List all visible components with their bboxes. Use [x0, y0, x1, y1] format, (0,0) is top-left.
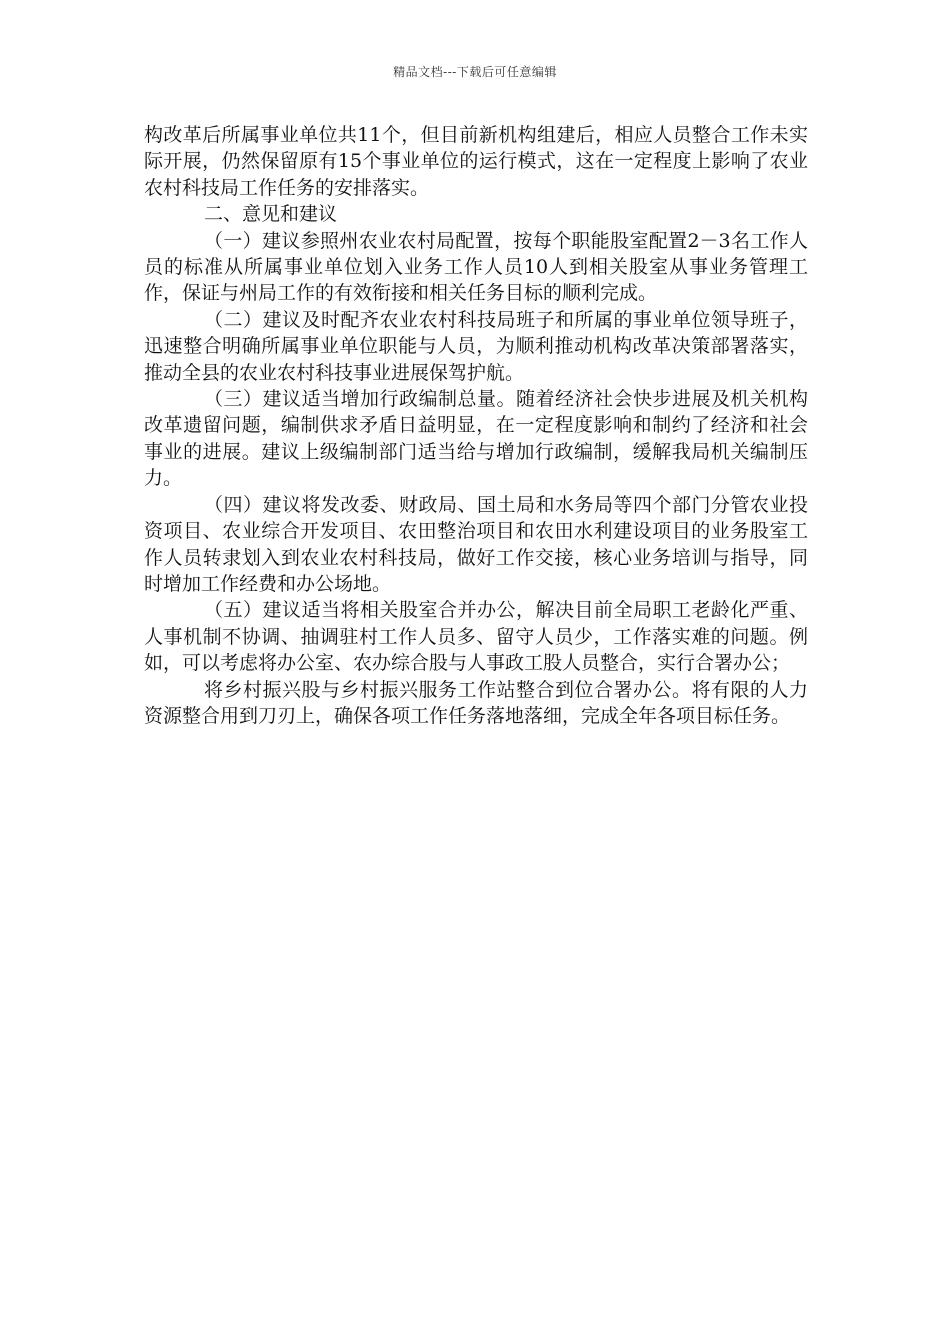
- paragraph-closing: 将乡村振兴股与乡村振兴服务工作站整合到位合署办公。将有限的人力资源整合用到刀刃上，确保各项工作任务落地落细，完成全年各项目标任务。: [144, 678, 808, 727]
- section-heading: 二、意见和建议: [204, 203, 338, 226]
- paragraph-suggestion-1: （一）建议参照州农业农村局配置，按每个职能股室配置2－3名工作人员的标准从所属事业单位划入业务工作人员10人到相关股室从事业务管理工作，保证与州局工作的有效衔接和相关任务目标的顺利完成。: [144, 229, 808, 305]
- paragraph-suggestion-5: （五）建议适当将相关股室合并办公，解决目前全局职工老龄化严重、人事机制不协调、抽调驻村工作人员多、留守人员少，工作落实难的问题。例如，可以考虑将办公室、农办综合股与人事政工股人员整合，实行合署办公；: [144, 599, 808, 675]
- paragraph-continuation: 构改革后所属事业单位共11个，但目前新机构组建后，相应人员整合工作未实际开展，仍然保留原有15个事业单位的运行模式，这在一定程度上影响了农业农村科技局工作任务的安排落实。: [144, 124, 808, 199]
- page-header: 精品文档---下载后可任意编辑: [393, 65, 557, 79]
- document-body: [144, 122, 808, 729]
- paragraph-suggestion-4: （四）建议将发改委、财政局、国土局和水务局等四个部门分管农业投资项目、农业综合开发项目、农田整治项目和农田水利建设项目的业务股室工作人员转隶划入到农业农村科技局，做好工作交接，核心业务培训与指导，同时增加工作经费和办公场地。: [144, 493, 808, 595]
- paragraph-suggestion-3: （三）建议适当增加行政编制总量。随着经济社会快步进展及机关机构改革遗留问题，编制供求矛盾日益明显，在一定程度影响和制约了经济和社会事业的进展。建议上级编制部门适当给与增加行政编制，缓解我局机关编制压力。: [144, 388, 808, 490]
- paragraph-suggestion-2: （二）建议及时配齐农业农村科技局班子和所属的事业单位领导班子，迅速整合明确所属事业单位职能与人员，为顺利推动机构改革决策部署落实，推动全县的农业农村科技事业进展保驾护航。: [144, 308, 808, 384]
